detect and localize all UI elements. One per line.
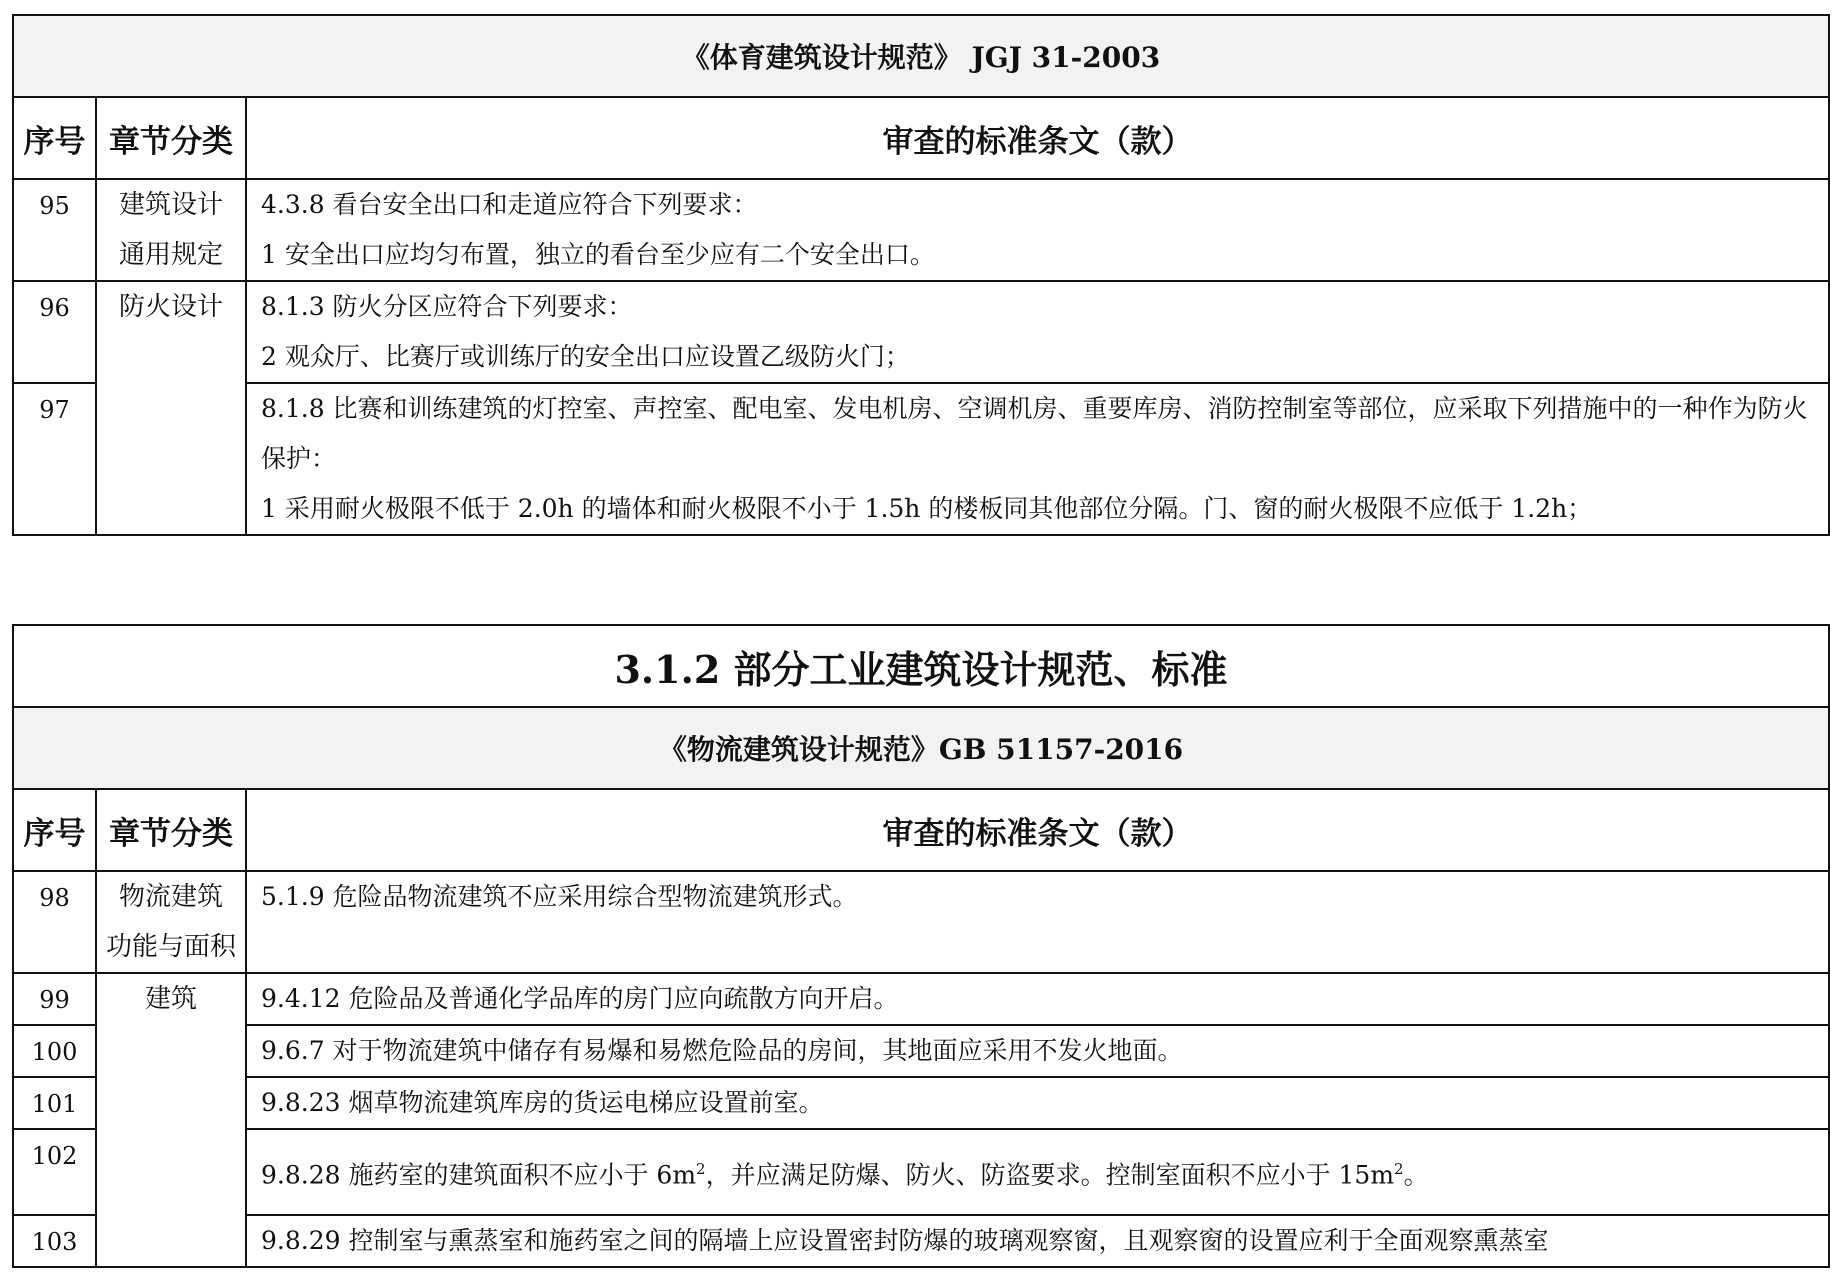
table-row [13, 281, 1829, 383]
header-category: 章节分类 [96, 789, 246, 871]
row-number: 100 [13, 1025, 96, 1077]
clause-line [261, 1144, 1818, 1200]
header-category: 章节分类 [96, 97, 246, 179]
row-text [246, 973, 1829, 1025]
superscript: 2 [1394, 1159, 1404, 1178]
row-category [96, 871, 246, 973]
table-title-row [13, 707, 1829, 789]
category-line: 通用规定 [118, 240, 223, 270]
standard-table-gb51157 [12, 624, 1830, 1268]
table-title-row [13, 15, 1829, 97]
category-line: 建筑 [144, 984, 197, 1014]
row-text [246, 281, 1829, 383]
header-text: 审查的标准条文（款） [246, 97, 1829, 179]
category-line: 防火设计 [118, 292, 223, 322]
clause-line: 1 安全出口应均匀布置，独立的看台至少应有二个安全出口。 [261, 240, 935, 269]
row-text [246, 1215, 1829, 1267]
row-text [246, 383, 1829, 535]
clause-line: 9.8.29 控制室与熏蒸室和施药室之间的隔墙上应设置密封防爆的玻璃观察窗，且观察窗的设置应利于全面观察熏蒸室 [261, 1226, 1549, 1255]
clause-line: 8.1.3 防火分区应符合下列要求： [261, 292, 633, 321]
header-no: 序号 [13, 789, 96, 871]
table-row [13, 1215, 1829, 1267]
category-line: 建筑设计 [118, 190, 223, 220]
row-text [246, 1025, 1829, 1077]
table-row [13, 1129, 1829, 1215]
table-title: 《物流建筑设计规范》GB 51157-2016 [13, 707, 1829, 789]
clause-text: 。 [1403, 1160, 1429, 1190]
row-text [246, 1129, 1829, 1215]
section-heading-row [13, 625, 1829, 707]
clause-line: 9.8.23 烟草物流建筑库房的货运电梯应设置前室。 [261, 1088, 824, 1117]
row-number: 101 [13, 1077, 96, 1129]
row-number: 95 [13, 179, 96, 281]
table-row [13, 1025, 1829, 1077]
row-number: 99 [13, 973, 96, 1025]
row-number: 97 [13, 383, 96, 535]
row-category [96, 973, 246, 1267]
clause-text: ，并应满足防爆、防火、防盗要求。控制室面积不应小于 15m [705, 1160, 1395, 1190]
row-text [246, 1077, 1829, 1129]
table-title: 《体育建筑设计规范》 JGJ 31-2003 [13, 15, 1829, 97]
row-number: 103 [13, 1215, 96, 1267]
row-text [246, 179, 1829, 281]
header-no: 序号 [13, 97, 96, 179]
clause-line: 5.1.9 危险品物流建筑不应采用综合型物流建筑形式。 [261, 882, 858, 911]
category-line: 物流建筑 [118, 882, 223, 912]
clause-line: 9.4.12 危险品及普通化学品库的房门应向疏散方向开启。 [261, 984, 899, 1013]
clause-line: 9.6.7 对于物流建筑中储存有易爆和易燃危险品的房间，其地面应采用不发火地面。 [261, 1036, 1183, 1065]
row-number: 96 [13, 281, 96, 383]
row-category [96, 281, 246, 535]
section-heading: 3.1.2 部分工业建筑设计规范、标准 [13, 625, 1829, 707]
row-number: 98 [13, 871, 96, 973]
row-number: 102 [13, 1129, 96, 1215]
clause-line: 1 采用耐火极限不低于 2.0h 的墙体和耐火极限不小于 1.5h 的楼板同其他部位分隔。门、窗的耐火极限不应低于 1.2h； [261, 494, 1593, 523]
clause-text: 9.8.28 施药室的建筑面积不应小于 6m [261, 1160, 697, 1190]
superscript: 2 [696, 1159, 706, 1178]
header-row [13, 97, 1829, 179]
category-line: 功能与面积 [105, 932, 236, 962]
table-row [13, 871, 1829, 973]
clause-line: 4.3.8 看台安全出口和走道应符合下列要求： [261, 190, 758, 219]
clause-line: 2 观众厅、比赛厅或训练厅的安全出口应设置乙级防火门； [261, 342, 910, 371]
header-text: 审查的标准条文（款） [246, 789, 1829, 871]
table-row [13, 973, 1829, 1025]
header-row [13, 789, 1829, 871]
row-text [246, 871, 1829, 973]
row-category [96, 179, 246, 281]
standard-table-jgj31 [12, 14, 1830, 536]
clause-line: 8.1.8 比赛和训练建筑的灯控室、声控室、配电室、发电机房、空调机房、重要库房、消防控制室等部位，应采取下列措施中的一种作为防火保护： [261, 394, 1808, 473]
table-row [13, 1077, 1829, 1129]
table-row [13, 383, 1829, 535]
table-row [13, 179, 1829, 281]
